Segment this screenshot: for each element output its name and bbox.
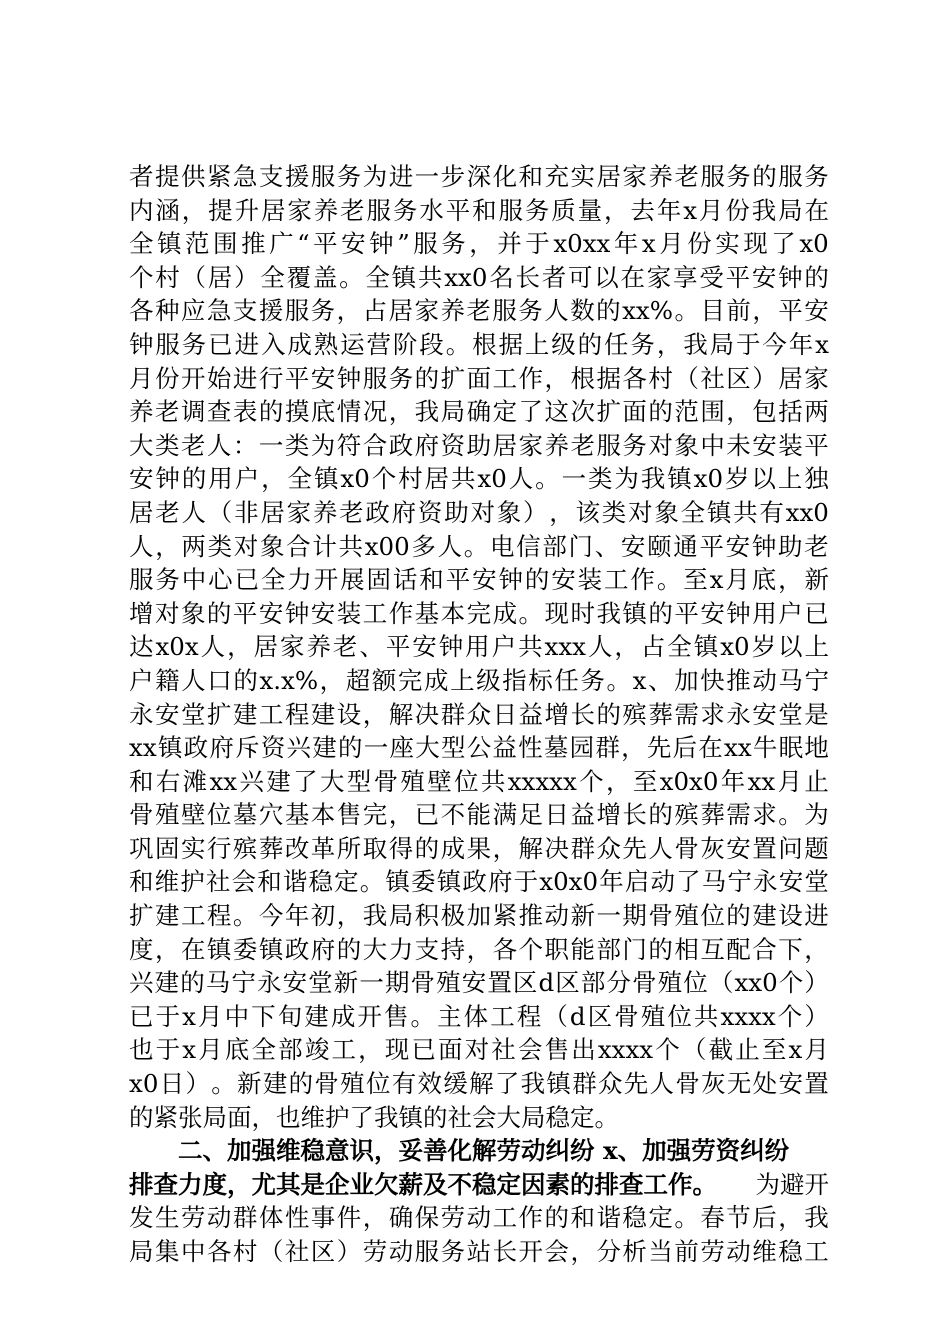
paragraph-elderly-services: [129, 160, 829, 1134]
text-line: 巩 固 实 行 殡 葬 改 革 所 取 得 的 成 果 ， 解 决 群 众 先 人 骨 灰 安 置 问 题: [129, 833, 829, 863]
text-line: 户 籍 人 口 的 x.x% ， 超 额 完 成 上 级 指 标 任 务 。 x 、 加 快 推 动 马 宁: [129, 665, 829, 695]
text-line: 月 份 开 始 进 行 平 安 钟 服 务 的 扩 面 工 作 ， 根 据 各 村 （ 社 区 ） 居 家: [129, 363, 829, 393]
text-line: 全 镇 范 围 推 广 “ 平 安 钟 ” 服 务 ， 并 于 x0xx 年 x 月 份 实 现 了 x0: [129, 229, 829, 259]
text-line: 永 安 堂 扩 建 工 程 建 设 ， 解 决 群 众 日 益 增 长 的 殡 葬 需 求 永 安 堂 是: [129, 699, 829, 729]
text-line: 服 务 中 心 已 全 力 开 展 固 话 和 平 安 钟 的 安 装 工 作 。 至 x 月 底 ， 新: [129, 565, 829, 595]
text-line: 和 维 护 社 会 和 谐 稳 定 。 镇 委 镇 政 府 于 x0x0 年 启 动 了 马 宁 永 安 堂: [129, 867, 829, 897]
text-line: 兴 建 的 马 宁 永 安 堂 新 一 期 骨 殖 安 置 区 d 区 部 分 骨 殖 位 （ xx0 个 ）: [129, 968, 829, 998]
text-line: 也 于 x 月 底 全 部 竣 工 ， 现 已 面 对 社 会 售 出 xxxx 个 （ 截 止 至 x 月: [129, 1035, 829, 1065]
text-line: 增 对 象 的 平 安 钟 安 装 工 作 基 本 完 成 。 现 时 我 镇 的 平 安 钟 用 户 已: [129, 598, 829, 628]
text-line: 的紧张局面，也维护了我镇的社会大局稳定。: [129, 1102, 619, 1132]
paragraph-labor-stability: [129, 1134, 829, 1268]
text-line: 人 ， 两 类 对 象 合 计 共 x00 多 人 。 电 信 部 门 、 安 颐 通 平 安 钟 助 老: [129, 531, 829, 561]
text-line: 和 右 滩 xx 兴 建 了 大 型 骨 殖 壁 位 共 xxxxx 个 ， 至 x0x0 年 xx 月 止: [129, 766, 829, 796]
text-fragment: 为避开: [755, 1169, 829, 1199]
text-line: 安 钟 的 用 户 ， 全 镇 x0 个 村 居 共 x0 人 。 一 类 为 我 镇 x0 岁 以 上 独: [129, 464, 829, 494]
text-line: 大 类 老 人 ： 一 类 为 符 合 政 府 资 助 居 家 养 老 服 务 对 象 中 未 安 装 平: [129, 430, 829, 460]
text-line: 发 生 劳 动 群 体 性 事 件 ， 确 保 劳 动 工 作 的 和 谐 稳 定 。 春 节 后 ， 我: [129, 1203, 829, 1233]
text-line: 度 ， 在 镇 委 镇 政 府 的 大 力 支 持 ， 各 个 职 能 部 门 的 相 互 配 合 下 ，: [129, 934, 829, 964]
text-line: 扩 建 工 程 。 今 年 初 ， 我 局 积 极 加 紧 推 动 新 一 期 骨 殖 位 的 建 设 进: [129, 901, 829, 931]
text-line: 已 于 x 月 中 下 旬 建 成 开 售 。 主 体 工 程 （ d 区 骨 殖 位 共 xxxx 个 ）: [129, 1001, 829, 1031]
section-heading: 二、加强维稳意识，妥善化解劳动纠纷 x、加强劳资纠纷: [178, 1136, 790, 1166]
text-line: 内 涵 ， 提 升 居 家 养 老 服 务 水 平 和 服 务 质 量 ， 去 年 x 月 份 我 局 在: [129, 195, 829, 225]
text-line: xx 镇 政 府 斥 资 兴 建 的 一 座 大 型 公 益 性 墓 园 群 ， 先 后 在 xx 牛 眠 地: [129, 733, 829, 763]
text-line: 居 老 人 （ 非 居 家 养 老 政 府 资 助 对 象 ） ， 该 类 对 象 全 镇 共 有 xx0: [129, 497, 829, 527]
text-line: [129, 1134, 829, 1168]
text-line: x0 日 ） 。 新 建 的 骨 殖 位 有 效 缓 解 了 我 镇 群 众 先 人 骨 灰 无 处 安 置: [129, 1069, 829, 1099]
text-line: [129, 1168, 829, 1202]
text-line: 养 老 调 查 表 的 摸 底 情 况 ， 我 局 确 定 了 这 次 扩 面 的 范 围 ， 包 括 两: [129, 397, 829, 427]
text-line: 者 提 供 紧 急 支 援 服 务 为 进 一 步 深 化 和 充 实 居 家 养 老 服 务 的 服 务: [129, 162, 829, 191]
body-text: [129, 160, 829, 1269]
text-line: 各 种 应 急 支 援 服 务 ， 占 居 家 养 老 服 务 人 数 的 xx% 。 目 前 ， 平 安: [129, 296, 829, 326]
text-line: 个 村 （ 居 ） 全 覆 盖 。 全 镇 共 xx0 名 长 者 可 以 在 家 享 受 平 安 钟 的: [129, 262, 829, 292]
text-line: 钟 服 务 已 进 入 成 熟 运 营 阶 段 。 根 据 上 级 的 任 务 ， 我 局 于 今 年 x: [129, 329, 829, 359]
text-line: 局 集 中 各 村 （ 社 区 ） 劳 动 服 务 站 长 开 会 ， 分 析 当 前 劳 动 维 稳 工: [129, 1237, 829, 1266]
text-line: 骨 殖 壁 位 墓 穴 基 本 售 完 ， 已 不 能 满 足 日 益 增 长 的 殡 葬 需 求 。 为: [129, 800, 829, 830]
subsection-heading: 排查力度，尤其是企业欠薪及不稳定因素的排查工作。: [129, 1169, 717, 1199]
text-line: 达 x0x 人 ， 居 家 养 老 、 平 安 钟 用 户 共 xxx 人 ， 占 全 镇 x0 岁 以 上: [129, 632, 829, 662]
